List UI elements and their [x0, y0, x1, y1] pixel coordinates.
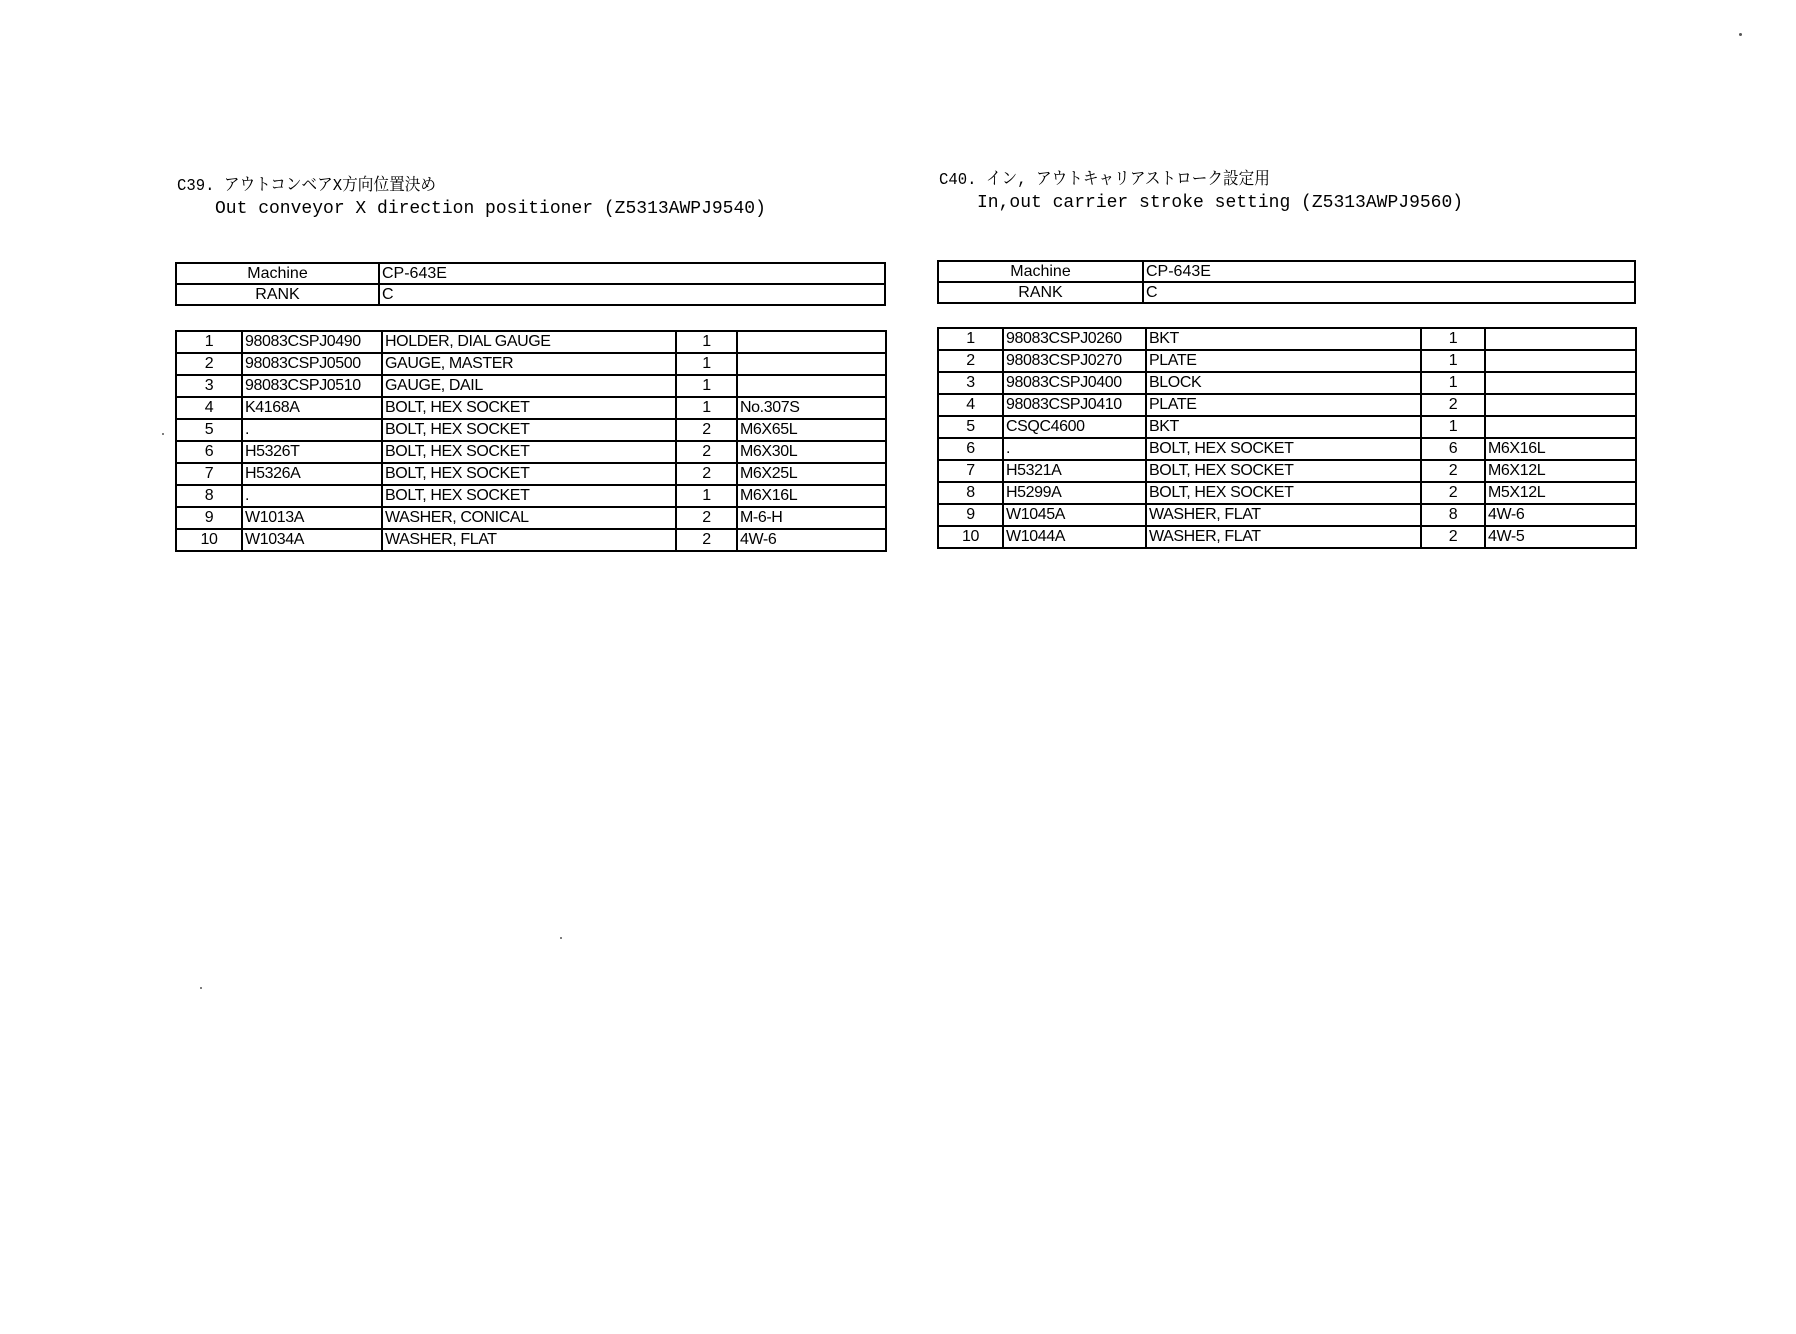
part-code: 98083CSPJ0500: [242, 353, 382, 375]
table-row: [176, 507, 886, 529]
part-name: BOLT, HEX SOCKET: [1146, 460, 1421, 482]
part-name: BOLT, HEX SOCKET: [1146, 438, 1421, 460]
item-number: 7: [938, 460, 1003, 482]
table-row: [938, 526, 1636, 548]
parts-table: [175, 330, 887, 552]
specification: [1485, 394, 1636, 416]
item-number: 5: [938, 416, 1003, 438]
table-row: [176, 353, 886, 375]
specification: [737, 331, 886, 353]
machine-value: CP-643E: [379, 263, 885, 284]
part-name: PLATE: [1146, 350, 1421, 372]
quantity: 1: [676, 353, 737, 375]
quantity: 1: [676, 397, 737, 419]
specification: [737, 375, 886, 397]
quantity: 1: [1421, 350, 1485, 372]
section-subtitle: Out conveyor X direction positioner (Z5313AWPJ9540): [215, 199, 766, 219]
part-code: 98083CSPJ0270: [1003, 350, 1146, 372]
machine-row: [176, 263, 885, 284]
table-row: [176, 529, 886, 551]
part-code: W1034A: [242, 529, 382, 551]
scan-speck: [162, 433, 164, 435]
part-code: H5321A: [1003, 460, 1146, 482]
table-row: [176, 441, 886, 463]
quantity: 1: [1421, 416, 1485, 438]
item-number: 2: [938, 350, 1003, 372]
quantity: 1: [676, 485, 737, 507]
part-name: BOLT, HEX SOCKET: [382, 441, 676, 463]
item-number: 1: [938, 328, 1003, 350]
item-number: 8: [938, 482, 1003, 504]
part-code: .: [1003, 438, 1146, 460]
specification: M-6-H: [737, 507, 886, 529]
quantity: 2: [1421, 526, 1485, 548]
quantity: 2: [676, 529, 737, 551]
part-code: 98083CSPJ0400: [1003, 372, 1146, 394]
specification: [737, 353, 886, 375]
scan-speck: [200, 987, 202, 989]
item-number: 4: [938, 394, 1003, 416]
table-row: [176, 331, 886, 353]
specification: [1485, 372, 1636, 394]
quantity: 2: [676, 463, 737, 485]
part-code: 98083CSPJ0490: [242, 331, 382, 353]
specification: M6X65L: [737, 419, 886, 441]
part-code: W1044A: [1003, 526, 1146, 548]
part-name: GAUGE, MASTER: [382, 353, 676, 375]
quantity: 6: [1421, 438, 1485, 460]
item-number: 5: [176, 419, 242, 441]
item-number: 6: [938, 438, 1003, 460]
table-row: [176, 397, 886, 419]
specification: No.307S: [737, 397, 886, 419]
table-row: [176, 463, 886, 485]
scan-speck: [560, 937, 562, 939]
machine-row: [938, 261, 1635, 282]
quantity: 1: [1421, 372, 1485, 394]
part-name: BOLT, HEX SOCKET: [382, 397, 676, 419]
item-number: 9: [176, 507, 242, 529]
part-name: GAUGE, DAIL: [382, 375, 676, 397]
part-code: .: [242, 485, 382, 507]
specification: 4W-5: [1485, 526, 1636, 548]
quantity: 2: [676, 441, 737, 463]
part-name: HOLDER, DIAL GAUGE: [382, 331, 676, 353]
specification: 4W-6: [1485, 504, 1636, 526]
item-number: 10: [176, 529, 242, 551]
machine-label: Machine: [176, 263, 379, 284]
part-code: 98083CSPJ0510: [242, 375, 382, 397]
part-name: BLOCK: [1146, 372, 1421, 394]
table-row: [176, 375, 886, 397]
part-code: .: [242, 419, 382, 441]
part-code: W1013A: [242, 507, 382, 529]
table-row: [938, 416, 1636, 438]
quantity: 2: [676, 419, 737, 441]
rank-value: C: [1143, 282, 1635, 303]
table-row: [938, 438, 1636, 460]
part-name: BOLT, HEX SOCKET: [382, 419, 676, 441]
specification: M5X12L: [1485, 482, 1636, 504]
quantity: 1: [676, 375, 737, 397]
quantity: 2: [1421, 460, 1485, 482]
part-code: 98083CSPJ0260: [1003, 328, 1146, 350]
item-number: 2: [176, 353, 242, 375]
specification: [1485, 328, 1636, 350]
quantity: 2: [1421, 482, 1485, 504]
item-number: 3: [938, 372, 1003, 394]
table-row: [938, 328, 1636, 350]
part-name: BOLT, HEX SOCKET: [1146, 482, 1421, 504]
rank-label: RANK: [176, 284, 379, 305]
part-code: 98083CSPJ0410: [1003, 394, 1146, 416]
part-name: BOLT, HEX SOCKET: [382, 463, 676, 485]
table-row: [938, 482, 1636, 504]
specification: [1485, 416, 1636, 438]
rank-row: [938, 282, 1635, 303]
machine-value: CP-643E: [1143, 261, 1635, 282]
table-row: [938, 372, 1636, 394]
machine-label: Machine: [938, 261, 1143, 282]
table-row: [938, 460, 1636, 482]
table-row: [938, 504, 1636, 526]
quantity: 1: [676, 331, 737, 353]
part-name: BOLT, HEX SOCKET: [382, 485, 676, 507]
rank-value: C: [379, 284, 885, 305]
rank-label: RANK: [938, 282, 1143, 303]
part-name: WASHER, FLAT: [382, 529, 676, 551]
item-number: 9: [938, 504, 1003, 526]
part-name: BKT: [1146, 328, 1421, 350]
item-number: 6: [176, 441, 242, 463]
section-c40: [939, 170, 1463, 214]
section-title: C40. イン, アウトキャリアストローク設定用: [939, 171, 1270, 190]
rank-row: [176, 284, 885, 305]
item-number: 4: [176, 397, 242, 419]
quantity: 1: [1421, 328, 1485, 350]
table-row: [176, 485, 886, 507]
part-code: CSQC4600: [1003, 416, 1146, 438]
specification: M6X12L: [1485, 460, 1636, 482]
part-name: WASHER, CONICAL: [382, 507, 676, 529]
part-name: BKT: [1146, 416, 1421, 438]
table-row: [176, 419, 886, 441]
item-number: 8: [176, 485, 242, 507]
machine-table: [175, 262, 886, 306]
quantity: 8: [1421, 504, 1485, 526]
item-number: 7: [176, 463, 242, 485]
part-code: H5326T: [242, 441, 382, 463]
specification: M6X30L: [737, 441, 886, 463]
scan-speck: [1739, 33, 1742, 36]
specification: 4W-6: [737, 529, 886, 551]
parts-table: [937, 327, 1637, 549]
specification: M6X16L: [1485, 438, 1636, 460]
part-code: H5299A: [1003, 482, 1146, 504]
specification: M6X25L: [737, 463, 886, 485]
specification: [1485, 350, 1636, 372]
section-title: C39. アウトコンベアX方向位置決め: [177, 177, 437, 196]
part-name: WASHER, FLAT: [1146, 504, 1421, 526]
part-code: K4168A: [242, 397, 382, 419]
part-code: W1045A: [1003, 504, 1146, 526]
section-c39: [177, 176, 766, 220]
machine-table: [937, 260, 1636, 304]
item-number: 10: [938, 526, 1003, 548]
table-row: [938, 394, 1636, 416]
part-name: PLATE: [1146, 394, 1421, 416]
table-row: [938, 350, 1636, 372]
part-code: H5326A: [242, 463, 382, 485]
item-number: 1: [176, 331, 242, 353]
quantity: 2: [1421, 394, 1485, 416]
section-subtitle: In,out carrier stroke setting (Z5313AWPJ9560): [977, 193, 1464, 213]
item-number: 3: [176, 375, 242, 397]
specification: M6X16L: [737, 485, 886, 507]
part-name: WASHER, FLAT: [1146, 526, 1421, 548]
quantity: 2: [676, 507, 737, 529]
